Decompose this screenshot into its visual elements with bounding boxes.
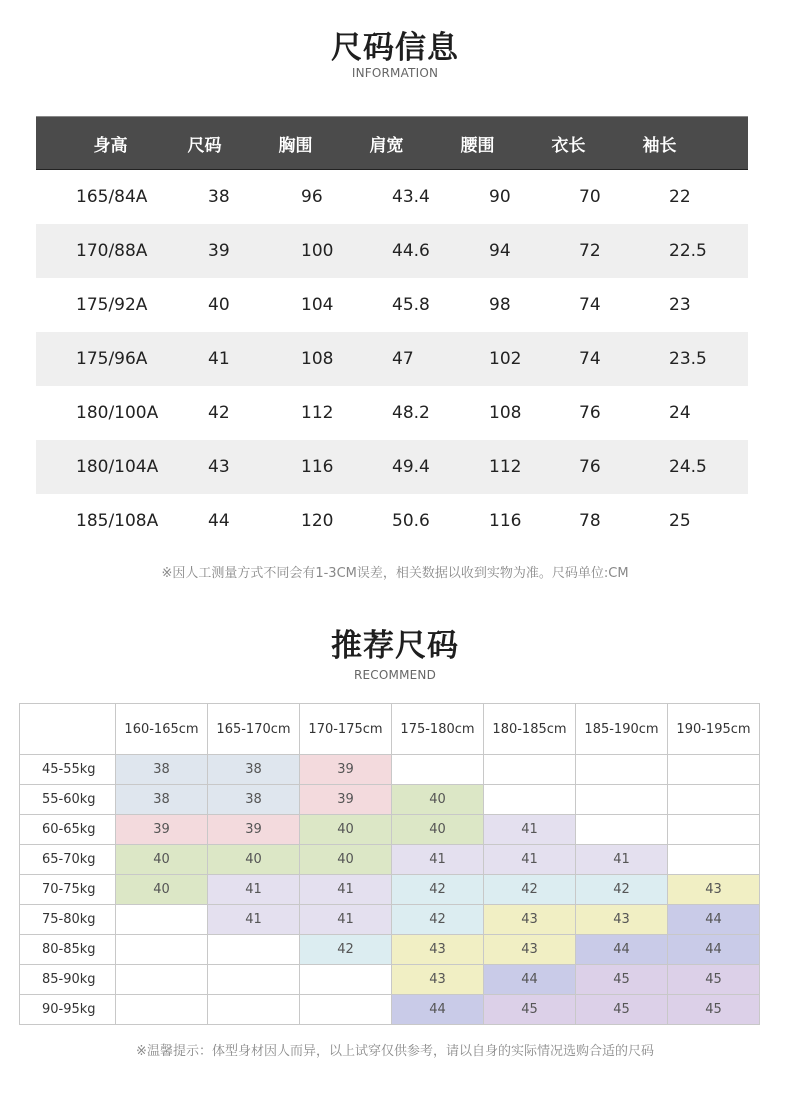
size-cell: 42 [208, 403, 230, 423]
size-table-header [36, 116, 748, 170]
size-cell: 72 [579, 241, 601, 261]
size-recommend-cell: 38 [208, 785, 300, 815]
size-recommend-cell: 39 [300, 785, 392, 815]
recommend-row [20, 755, 760, 785]
size-recommend-cell: 40 [116, 845, 208, 875]
size-table-body [36, 170, 748, 548]
size-cell: 22.5 [669, 241, 707, 261]
size-cell: 76 [579, 457, 601, 477]
size-cell: 108 [489, 403, 522, 423]
size-cell: 165/84A [76, 187, 148, 207]
size-recommend-cell: 41 [300, 905, 392, 935]
size-recommend-cell [668, 785, 760, 815]
size-recommend-cell: 44 [576, 935, 668, 965]
size-info-note: ※因人工测量方式不同会有1-3CM误差，相关数据以收到实物为准。尺码单位:CM [161, 566, 629, 581]
size-recommend-cell: 43 [668, 875, 760, 905]
recommend-title: 推荐尺码 [331, 628, 459, 664]
size-cell: 47 [392, 349, 414, 369]
size-recommend-cell [484, 755, 576, 785]
size-cell: 25 [669, 511, 691, 531]
size-recommend-cell: 45 [668, 965, 760, 995]
height-header: 175-180cm [392, 704, 484, 755]
size-cell: 70 [579, 187, 601, 207]
header-size: 尺码 [187, 135, 222, 156]
header-height: 身高 [93, 135, 128, 156]
size-cell: 44.6 [392, 241, 430, 261]
size-cell: 98 [489, 295, 511, 315]
size-cell: 45.8 [392, 295, 430, 315]
size-recommend-cell [668, 815, 760, 845]
header-length: 衣长 [551, 135, 586, 156]
size-cell: 112 [489, 457, 522, 477]
size-cell: 74 [579, 295, 601, 315]
size-cell: 76 [579, 403, 601, 423]
weight-label: 70-75kg [20, 875, 116, 905]
size-cell: 108 [301, 349, 334, 369]
weight-label: 55-60kg [20, 785, 116, 815]
weight-label: 90-95kg [20, 995, 116, 1025]
size-cell: 78 [579, 511, 601, 531]
size-row [36, 224, 748, 278]
size-cell: 112 [301, 403, 334, 423]
recommend-row [20, 965, 760, 995]
size-recommend-cell: 43 [484, 905, 576, 935]
size-row [36, 440, 748, 494]
recommend-row [20, 845, 760, 875]
size-recommend-cell: 44 [392, 995, 484, 1025]
size-recommend-cell: 44 [668, 905, 760, 935]
size-recommend-cell: 40 [300, 845, 392, 875]
weight-label: 65-70kg [20, 845, 116, 875]
corner-cell [20, 704, 116, 755]
height-header: 180-185cm [484, 704, 576, 755]
size-recommend-cell: 42 [484, 875, 576, 905]
size-recommend-cell: 43 [392, 965, 484, 995]
size-cell: 74 [579, 349, 601, 369]
size-recommend-cell: 38 [116, 785, 208, 815]
size-recommend-cell [208, 995, 300, 1025]
size-recommend-cell [208, 935, 300, 965]
size-info-subtitle: INFORMATION [351, 66, 439, 80]
recommend-subtitle: RECOMMEND [353, 668, 437, 682]
size-cell: 44 [208, 511, 230, 531]
size-cell: 116 [301, 457, 334, 477]
header-chest: 胸围 [278, 135, 313, 156]
size-recommend-cell: 45 [576, 995, 668, 1025]
size-cell: 24.5 [669, 457, 707, 477]
size-recommend-cell: 40 [392, 815, 484, 845]
size-cell: 100 [301, 241, 334, 261]
size-recommend-cell: 41 [208, 875, 300, 905]
size-recommend-cell: 42 [300, 935, 392, 965]
size-recommend-cell: 45 [484, 995, 576, 1025]
recommend-row [20, 905, 760, 935]
size-recommend-cell: 43 [484, 935, 576, 965]
size-recommend-cell [392, 755, 484, 785]
size-cell: 49.4 [392, 457, 430, 477]
size-cell: 43.4 [392, 187, 430, 207]
size-cell: 170/88A [76, 241, 148, 261]
size-recommend-cell: 38 [208, 755, 300, 785]
size-recommend-cell: 39 [300, 755, 392, 785]
size-recommend-cell: 43 [392, 935, 484, 965]
size-recommend-cell: 44 [668, 935, 760, 965]
size-cell: 48.2 [392, 403, 430, 423]
size-cell: 102 [489, 349, 522, 369]
recommend-row [20, 935, 760, 965]
size-recommend-cell: 41 [576, 845, 668, 875]
size-recommend-cell [116, 965, 208, 995]
recommend-table [19, 703, 760, 1025]
size-recommend-cell: 39 [208, 815, 300, 845]
weight-label: 85-90kg [20, 965, 116, 995]
size-recommend-cell [116, 905, 208, 935]
size-recommend-cell: 43 [576, 905, 668, 935]
size-recommend-cell [116, 995, 208, 1025]
size-cell: 185/108A [76, 511, 159, 531]
size-recommend-cell: 41 [300, 875, 392, 905]
size-recommend-cell: 41 [208, 905, 300, 935]
height-header: 170-175cm [300, 704, 392, 755]
size-recommend-cell [576, 755, 668, 785]
size-recommend-cell: 40 [116, 875, 208, 905]
size-recommend-cell: 40 [300, 815, 392, 845]
header-sleeve: 袖长 [642, 135, 677, 156]
size-row [36, 386, 748, 440]
size-cell: 43 [208, 457, 230, 477]
size-recommend-cell [576, 785, 668, 815]
recommend-header-row [20, 704, 760, 755]
recommend-row [20, 815, 760, 845]
size-recommend-cell: 41 [484, 815, 576, 845]
size-recommend-cell [116, 935, 208, 965]
size-cell: 24 [669, 403, 691, 423]
size-recommend-cell: 38 [116, 755, 208, 785]
height-header: 185-190cm [576, 704, 668, 755]
size-row [36, 278, 748, 332]
header-shoulder: 肩宽 [369, 135, 404, 156]
weight-label: 45-55kg [20, 755, 116, 785]
size-cell: 180/104A [76, 457, 159, 477]
size-cell: 22 [669, 187, 691, 207]
height-header: 190-195cm [668, 704, 760, 755]
size-cell: 175/92A [76, 295, 148, 315]
size-recommend-cell: 41 [484, 845, 576, 875]
size-cell: 180/100A [76, 403, 159, 423]
size-cell: 90 [489, 187, 511, 207]
size-recommend-cell: 42 [392, 905, 484, 935]
recommend-row [20, 995, 760, 1025]
size-recommend-cell: 41 [392, 845, 484, 875]
size-recommend-cell [668, 755, 760, 785]
size-cell: 175/96A [76, 349, 148, 369]
size-row [36, 332, 748, 386]
height-header: 160-165cm [116, 704, 208, 755]
size-recommend-cell [484, 785, 576, 815]
size-row [36, 170, 748, 224]
size-cell: 96 [301, 187, 323, 207]
recommend-row [20, 875, 760, 905]
size-recommend-cell [576, 815, 668, 845]
height-header: 165-170cm [208, 704, 300, 755]
size-recommend-cell: 42 [576, 875, 668, 905]
size-recommend-cell: 40 [208, 845, 300, 875]
size-info-table [36, 116, 748, 548]
size-cell: 40 [208, 295, 230, 315]
size-recommend-cell [208, 965, 300, 995]
size-row [36, 494, 748, 548]
header-waist: 腰围 [460, 135, 495, 156]
size-cell: 116 [489, 511, 522, 531]
size-recommend-cell: 45 [576, 965, 668, 995]
size-recommend-cell [300, 995, 392, 1025]
size-recommend-cell: 40 [392, 785, 484, 815]
size-recommend-cell [300, 965, 392, 995]
size-info-title: 尺码信息 [331, 30, 459, 66]
size-cell: 94 [489, 241, 511, 261]
size-cell: 39 [208, 241, 230, 261]
size-cell: 50.6 [392, 511, 430, 531]
weight-label: 80-85kg [20, 935, 116, 965]
size-recommend-cell: 39 [116, 815, 208, 845]
size-cell: 38 [208, 187, 230, 207]
size-cell: 23.5 [669, 349, 707, 369]
recommend-row [20, 785, 760, 815]
recommend-note: ※温馨提示：体型身材因人而异，以上试穿仅供参考，请以自身的实际情况选购合适的尺码 [136, 1044, 654, 1059]
size-recommend-cell: 44 [484, 965, 576, 995]
size-recommend-cell [668, 845, 760, 875]
size-cell: 23 [669, 295, 691, 315]
weight-label: 75-80kg [20, 905, 116, 935]
size-cell: 41 [208, 349, 230, 369]
weight-label: 60-65kg [20, 815, 116, 845]
size-recommend-cell: 45 [668, 995, 760, 1025]
size-cell: 104 [301, 295, 334, 315]
size-recommend-cell: 42 [392, 875, 484, 905]
size-cell: 120 [301, 511, 334, 531]
